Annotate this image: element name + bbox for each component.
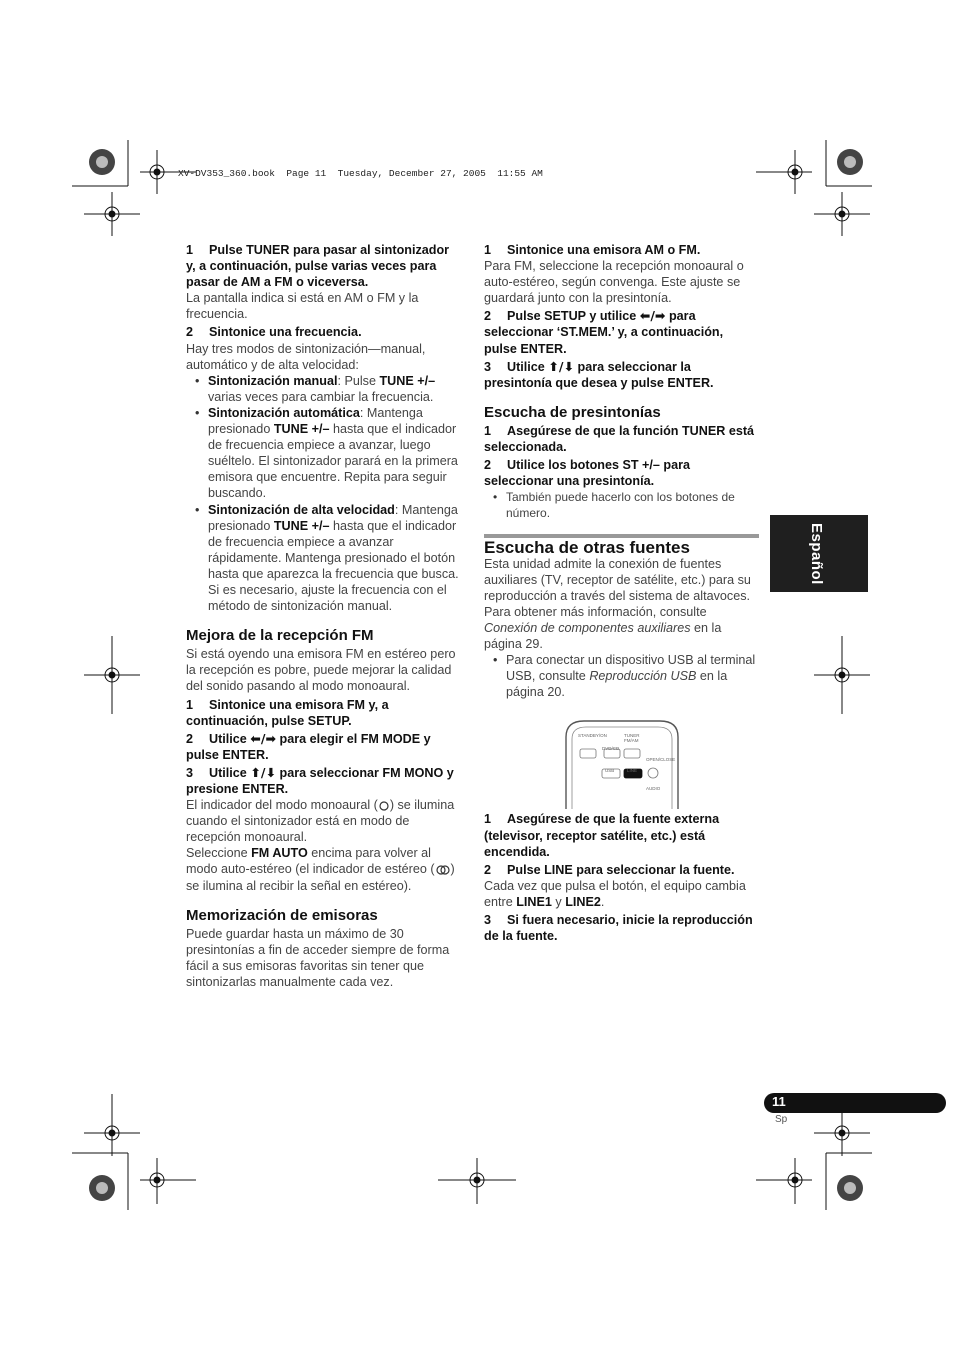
fm-step-3: 3 Utilice ⬆/⬇ para seleccionar FM MONO y presione ENTER. <box>186 764 454 796</box>
usb-note: • Para conectar un dispositivo USB al terminal USB, consulte Reproducción USB en la página 20. <box>506 652 759 700</box>
right-column <box>484 240 759 944</box>
fm-mono-note: El indicador del modo monoaural ( ) se ilumina cuando el sintonizador está en modo de recepción monoaural. <box>186 798 455 845</box>
fm-body: Si está oyendo una emisora FM en estéreo pero la recepción es pobre, puede mejorar la calidad del sonido pasando al modo monoaural. <box>186 647 456 694</box>
page-number: 11 <box>772 1094 786 1109</box>
mem-step-2: 2 Pulse SETUP y utilice ⬅/➡ para seleccionar ‘ST.MEM.’ y, a continuación, pulse ENTER. <box>484 308 724 356</box>
other-step-2: 2 Pulse LINE para seleccionar la fuente. <box>484 862 735 877</box>
language-tab <box>770 515 868 592</box>
presets-heading: Escucha de presintonías <box>484 403 661 421</box>
left-right-arrows-icon: ⬅/➡ <box>250 730 277 746</box>
memory-body: Puede guardar hasta un máximo de 30 presintonías a fin de acceder siempre de forma fácil a sus emisoras favoritas sin tener que sintonizarlas manualmente cada vez. <box>186 926 450 990</box>
memory-heading: Memorización de emisoras <box>186 906 378 924</box>
print-header: XV-DV353_360.book Page 11 Tuesday, December 27, 2005 11:55 AM <box>178 168 543 179</box>
fm-step-1: 1 Sintonice una emisora FM y, a continuación, pulse SETUP. <box>186 697 389 728</box>
other-step-3: 3 Si fuera necesario, inicie la reproducción de la fuente. <box>484 913 753 944</box>
preset-step-1: 1 Asegúrese de que la función TUNER está seleccionada. <box>484 423 755 455</box>
mem-step-1: 1 Sintonice una emisora AM o FM. <box>484 243 701 257</box>
other-sources-body: Esta unidad admite la conexión de fuentes auxiliares (TV, receptor de satélite, etc.) para su reproducción a través del sistema de altavoces. Para obtener más información, consulte Conexión de componentes auxiliares en la página 29. <box>484 556 751 652</box>
fm-heading: Mejora de la recepción FM <box>186 627 374 645</box>
preset-note: • También puede hacerlo con los botones de número. <box>506 489 759 521</box>
bullet-high-speed: • Sintonización de alta velocidad: Mantenga presionado TUNE +/– hasta que el indicador de frecuencia empiece a avanzar rápidamente. Mantenga presionado el botón hasta que aparezca la frecuencia que busca. Si es necesario, ajuste la frecuencia con el método de sintonización manual. <box>208 502 461 615</box>
step-1: 1 Pulse TUNER para pasar al sintonizador y, a continuación, pulse varias veces para pasar de AM a FM o viceversa. <box>186 243 450 290</box>
line-button[interactable]: LINE <box>627 768 638 774</box>
other-step-1: 1 Asegúrese de que la fuente externa (televisor, receptor satélite, etc.) está encendida. <box>484 812 720 859</box>
stereo-indicator-icon <box>435 864 451 875</box>
language-tab-label: Español <box>808 523 825 585</box>
remote-illustration <box>484 715 759 809</box>
fm-step-2: 2 Utilice ⬅/➡ para elegir el FM MODE y pulse ENTER. <box>186 730 431 762</box>
other-step-2-body: Cada vez que pulsa el botón, el equipo cambia entre LINE1 y LINE2. <box>484 878 746 909</box>
bullet-manual: • Sintonización manual: Pulse TUNE +/– varias veces para cambiar la frecuencia. <box>208 373 461 405</box>
step-2-body: Hay tres modos de sintonización—manual, automático y de alta velocidad: <box>186 341 426 372</box>
other-sources-heading: Escucha de otras fuentes <box>484 537 690 557</box>
tuner-label: TUNER FM/AM <box>624 733 640 744</box>
step-2: 2 Sintonice una frecuencia. <box>186 325 362 340</box>
open-close-label: OPEN/CLOSE <box>646 757 676 763</box>
remote-drawing <box>484 715 759 809</box>
left-right-arrows-icon: ⬅/➡ <box>639 308 666 324</box>
page-number-pill <box>764 1093 946 1113</box>
section-rule <box>484 534 759 538</box>
bullet-auto: • Sintonización automática: Mantenga presionado TUNE +/– hasta que el indicador de frecuencia empiece a avanzar, luego suéltelo. El sintonizador parará en la primera emisora que encuentre. Repita para seguir buscando. <box>208 405 461 502</box>
other-sources-notes <box>484 652 759 700</box>
tuning-modes-list <box>186 373 461 614</box>
left-column <box>186 240 461 990</box>
usb-button[interactable]: USB <box>605 768 615 774</box>
mono-indicator-icon <box>378 800 390 811</box>
preset-step-2: 2 Utilice los botones ST +/– para seleccionar una presintonía. <box>484 458 691 489</box>
up-down-arrows-icon: ⬆/⬇ <box>250 764 277 780</box>
up-down-arrows-icon: ⬆/⬇ <box>548 358 575 374</box>
step-1-body: La pantalla indica si está en AM o FM y la frecuencia. <box>186 291 419 322</box>
page-language: Sp <box>775 1114 788 1125</box>
mem-step-3: 3 Utilice ⬆/⬇ para seleccionar la presintonía que desea y pulse ENTER. <box>484 358 714 390</box>
dvd-label: DVD/CD <box>602 746 620 752</box>
mem-step-1-body: Para FM, seleccione la recepción monoaural o auto-estéreo, según convenga. Este ajuste se guardará junto con la presintonía. <box>484 259 744 306</box>
standby-label: STANDBY/ON <box>578 733 607 739</box>
preset-notes <box>484 489 759 521</box>
audio-label: AUDIO <box>646 786 661 792</box>
fm-auto-note: Seleccione FM AUTO encima para volver al modo auto-estéreo (el indicador de estéreo ( ) se ilumina al recibir la señal en estéreo). <box>186 846 455 893</box>
